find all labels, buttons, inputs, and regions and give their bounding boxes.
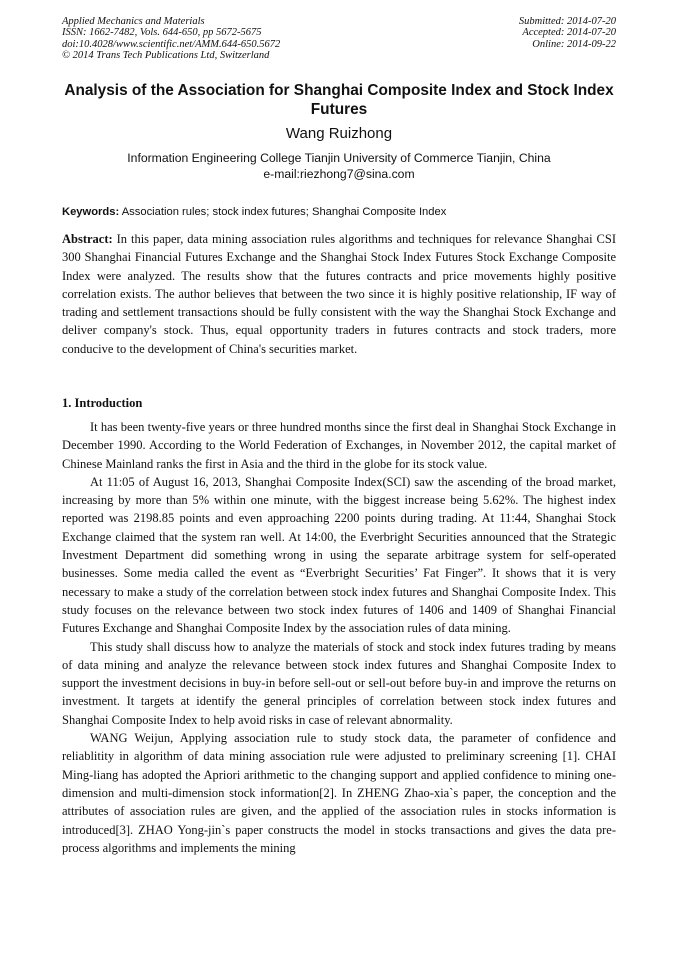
introduction-body (62, 418, 616, 857)
paragraph: At 11:05 of August 16, 2013, Shanghai Composite Index(SCI) saw the ascending of the broad market, increasing by more than 5% within one minute, with the biggest increase being 5.62%. The highest index reported was 2198.85 points and even approaching 2200 points during trading. At 11:44, Shanghai Stock Exchange claimed that the system ran well. At 14:00, the Everbright Securities announced that the Strategic Investment Department did something wrong in using the separate arbitrage system for self-operated businesses. Some media called the event as “Everbright Securities’ Fat Finger”. It shows that it is very necessary to make a study of the correlation between stock index futures and Shanghai Composite Index. This study focuses on the relevance between two stock index futures of 1406 and 1409 of Shanghai Financial Futures Exchange and Shanghai Composite Index by the association rules of data mining. (62, 474, 616, 636)
abstract-label: Abstract: (62, 232, 113, 246)
doi-line: doi:10.4028/www.scientific.net/AMM.644-650.5672 (62, 38, 281, 50)
abstract (62, 230, 616, 358)
abstract-text: In this paper, data mining association rules algorithms and techniques for relevance Shanghai CSI 300 Shanghai Financial Futures Exchange and the Shanghai Stock Index Futures Stock Exchange Composite Index were analyzed. The results show that the futures contracts and price movements highly positive correlation exists. The author believes that between the two since it is highly positive relationship, IF way of trading and settlement transactions should be fully consistent with the way the Shanghai Stock Exchange and deliver company's stock. Thus, equal opportunity traders in futures contracts and stock traders, more conducive to the development of China's securities market. (62, 232, 617, 356)
author-email: e-mail:riezhong7@sina.com (263, 166, 415, 181)
keywords (62, 205, 616, 219)
submitted-date: Submitted: 2014-07-20 (518, 16, 616, 27)
paragraph: It has been twenty-five years or three hundred months since the first deal in Shanghai Stock Exchange in December 1990. According to the World Federation of Exchanges, in November 2012, the capital market of Chinese Mainland ranks the first in Asia and the third in the globe for its stock value. (62, 420, 616, 471)
paragraph: WANG Weijun, Applying association rule to study stock data, the parameter of confidence and reliablitity in algorithm of data mining association rule were adjusted to preliminary screening [1]. CHAI Ming-liang has adopted the Apriori arithmetic to the changing support and applied confidence to mining one-dimension and multi-dimension stock information[2]. In ZHENG Zhao-xia`s paper, the conception and the attributes of association rules are given, and the applied of the association rules in stocks information is introduced[3]. ZHAO Yong-jin`s paper constructs the model in stocks transactions and gives the data pre-process algorithms and implements the mining (62, 731, 616, 855)
submission-dates (519, 16, 616, 50)
paper-title: Analysis of the Association for Shanghai Composite Index and Stock Index Futures (64, 82, 614, 118)
keywords-text: Association rules; stock index futures; Shanghai Composite Index (121, 206, 447, 218)
online-date: Online: 2014-09-22 (532, 38, 616, 50)
paragraph: This study shall discuss how to analyze the materials of stock and stock index futures trading by means of data mining and analyze the relevance between stock index futures and Shanghai Composite Index to support the investment decisions in buy-in before sell-out or sell-out before buy-in and improve the returns on investment. It targets at identify the general principles of correlation between stock index futures and Shanghai Composite Index to help avoid risks in case of relevant abnormality. (62, 639, 616, 727)
author-affiliation-block (62, 151, 616, 182)
section-heading-introduction: 1. Introduction (62, 396, 143, 410)
journal-info (62, 16, 280, 62)
author-name: Wang Ruizhong (285, 125, 393, 142)
accepted-date: Accepted: 2014-07-20 (522, 27, 616, 39)
affiliation: Information Engineering College Tianjin University of Commerce Tianjin, China (127, 151, 551, 165)
journal-name: Applied Mechanics and Materials (62, 16, 205, 27)
keywords-label: Keywords: (62, 206, 120, 218)
issn-line: ISSN: 1662-7482, Vols. 644-650, pp 5672-5675 (62, 27, 262, 39)
copyright-line: © 2014 Trans Tech Publications Ltd, Switzerland (62, 50, 270, 62)
